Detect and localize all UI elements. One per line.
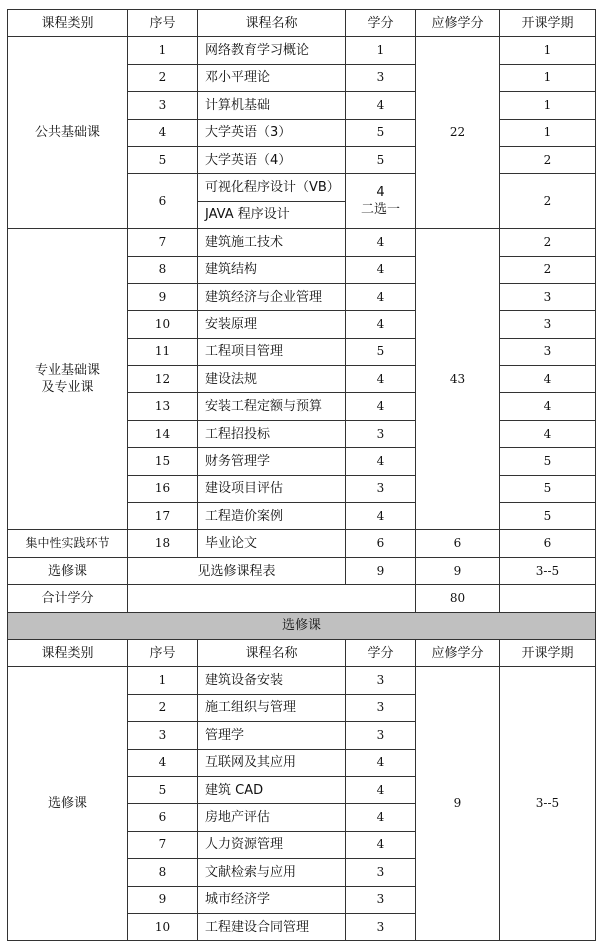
course-credit: 4: [346, 256, 416, 283]
course-credit: 4: [346, 804, 416, 831]
course-term: 6: [500, 530, 596, 557]
course-credit: 9: [346, 557, 416, 584]
course-term: 2: [500, 174, 596, 229]
table-row: [8, 37, 596, 64]
course-credit: 4: [346, 503, 416, 530]
course-term: 3: [500, 283, 596, 310]
course-name: 财务管理学: [198, 448, 346, 475]
course-no: 17: [128, 503, 198, 530]
group-major: 专业基础课 及专业课: [8, 229, 128, 530]
course-name: 建设法规: [198, 366, 346, 393]
column-header: 应修学分: [416, 10, 500, 37]
course-no: 4: [128, 119, 198, 146]
course-no: 13: [128, 393, 198, 420]
course-credit: 4: [346, 776, 416, 803]
course-no: 9: [128, 886, 198, 913]
total-row: [8, 585, 596, 612]
table-row: [8, 229, 596, 256]
course-term: 5: [500, 503, 596, 530]
column-header: 课程类别: [8, 10, 128, 37]
course-no: 14: [128, 420, 198, 447]
course-no: 2: [128, 694, 198, 721]
curriculum-sheet: [7, 9, 595, 941]
group-elective: 选修课: [8, 557, 128, 584]
course-credit: 4: [346, 366, 416, 393]
course-name: 邓小平理论: [198, 64, 346, 91]
course-no: 1: [128, 37, 198, 64]
course-credit: 4: [346, 311, 416, 338]
course-name: 工程招投标: [198, 420, 346, 447]
course-no: 15: [128, 448, 198, 475]
course-term: 1: [500, 64, 596, 91]
course-no: 1: [128, 667, 198, 694]
course-no: 7: [128, 831, 198, 858]
course-no: 2: [128, 64, 198, 91]
column-header: 课程名称: [198, 639, 346, 666]
column-header: 课程名称: [198, 10, 346, 37]
course-name: 房地产评估: [198, 804, 346, 831]
course-name: 工程项目管理: [198, 338, 346, 365]
elective-group: 选修课: [8, 667, 128, 941]
course-term: 3: [500, 338, 596, 365]
course-name: 工程造价案例: [198, 503, 346, 530]
course-no: 3: [128, 92, 198, 119]
course-credit: 3: [346, 913, 416, 940]
course-no: 9: [128, 283, 198, 310]
course-credit: 5: [346, 146, 416, 173]
course-term: 3--5: [500, 557, 596, 584]
course-credit: 4: [346, 92, 416, 119]
course-credit: 3: [346, 64, 416, 91]
column-header: 学分: [346, 639, 416, 666]
course-term: 4: [500, 366, 596, 393]
header-row: [8, 639, 596, 666]
table-row: [8, 530, 596, 557]
course-credit: 4: [346, 229, 416, 256]
course-name: JAVA 程序设计: [198, 201, 346, 228]
course-credit: 1: [346, 37, 416, 64]
course-name: 管理学: [198, 722, 346, 749]
course-no: 6: [128, 174, 198, 229]
course-name: 大学英语（3）: [198, 119, 346, 146]
course-credit: 3: [346, 722, 416, 749]
empty-cell: [500, 585, 596, 612]
course-name: 城市经济学: [198, 886, 346, 913]
course-credit: 5: [346, 338, 416, 365]
elective-note: 见选修课程表: [128, 557, 346, 584]
course-name: 安装工程定额与预算: [198, 393, 346, 420]
course-credit: 3: [346, 475, 416, 502]
elective-section-title: 选修课: [8, 612, 596, 639]
column-header: 课程类别: [8, 639, 128, 666]
column-header: 序号: [128, 10, 198, 37]
required-credits-total: 80: [416, 585, 500, 612]
course-term: 2: [500, 256, 596, 283]
course-name: 建筑施工技术: [198, 229, 346, 256]
course-credit: 3: [346, 694, 416, 721]
column-header: 开课学期: [500, 639, 596, 666]
course-no: 6: [128, 804, 198, 831]
course-credit: 6: [346, 530, 416, 557]
course-name: 建筑 CAD: [198, 776, 346, 803]
course-term: 1: [500, 37, 596, 64]
curriculum-table: [7, 9, 596, 941]
course-no: 3: [128, 722, 198, 749]
course-no: 8: [128, 859, 198, 886]
course-name: 互联网及其应用: [198, 749, 346, 776]
course-name: 建筑结构: [198, 256, 346, 283]
course-credit: 4 二选一: [346, 174, 416, 229]
required-credits-elective: 9: [416, 557, 500, 584]
course-no: 16: [128, 475, 198, 502]
course-no: 8: [128, 256, 198, 283]
course-credit: 4: [346, 283, 416, 310]
course-name: 网络教育学习概论: [198, 37, 346, 64]
required-credits-practice: 6: [416, 530, 500, 557]
group-total: 合计学分: [8, 585, 128, 612]
required-credits-public: 22: [416, 37, 500, 229]
course-credit: 4: [346, 393, 416, 420]
course-name: 计算机基础: [198, 92, 346, 119]
course-no: 11: [128, 338, 198, 365]
course-no: 5: [128, 146, 198, 173]
course-name: 文献检索与应用: [198, 859, 346, 886]
required-credits-major: 43: [416, 229, 500, 530]
course-term: 2: [500, 146, 596, 173]
course-credit: 5: [346, 119, 416, 146]
course-name: 工程建设合同管理: [198, 913, 346, 940]
course-no: 12: [128, 366, 198, 393]
course-term: 5: [500, 475, 596, 502]
course-term: 4: [500, 420, 596, 447]
course-name: 建筑设备安装: [198, 667, 346, 694]
course-no: 5: [128, 776, 198, 803]
column-header: 应修学分: [416, 639, 500, 666]
table-row: [8, 557, 596, 584]
course-name: 建设项目评估: [198, 475, 346, 502]
group-practice: 集中性实践环节: [8, 530, 128, 557]
course-no: 4: [128, 749, 198, 776]
course-name: 建筑经济与企业管理: [198, 283, 346, 310]
course-credit: 3: [346, 667, 416, 694]
course-name: 大学英语（4）: [198, 146, 346, 173]
course-credit: 3: [346, 859, 416, 886]
course-name: 可视化程序设计（VB）: [198, 174, 346, 201]
course-name: 安装原理: [198, 311, 346, 338]
group-public: 公共基础课: [8, 37, 128, 229]
course-term: 2: [500, 229, 596, 256]
course-name: 毕业论文: [198, 530, 346, 557]
course-credit: 3: [346, 886, 416, 913]
header-row: [8, 10, 596, 37]
course-credit: 4: [346, 749, 416, 776]
section-row: [8, 612, 596, 639]
course-term: 4: [500, 393, 596, 420]
empty-cell: [128, 585, 416, 612]
course-term: 5: [500, 448, 596, 475]
column-header: 学分: [346, 10, 416, 37]
course-name: 施工组织与管理: [198, 694, 346, 721]
course-name: 人力资源管理: [198, 831, 346, 858]
course-credit: 4: [346, 831, 416, 858]
column-header: 序号: [128, 639, 198, 666]
elective-term: 3--5: [500, 667, 596, 941]
course-no: 10: [128, 311, 198, 338]
course-term: 1: [500, 119, 596, 146]
curriculum-table-body: [8, 10, 596, 941]
course-credit: 4: [346, 448, 416, 475]
course-credit: 3: [346, 420, 416, 447]
course-term: 1: [500, 92, 596, 119]
elective-required: 9: [416, 667, 500, 941]
course-no: 7: [128, 229, 198, 256]
table-row: [8, 667, 596, 694]
course-no: 18: [128, 530, 198, 557]
course-no: 10: [128, 913, 198, 940]
column-header: 开课学期: [500, 10, 596, 37]
course-term: 3: [500, 311, 596, 338]
